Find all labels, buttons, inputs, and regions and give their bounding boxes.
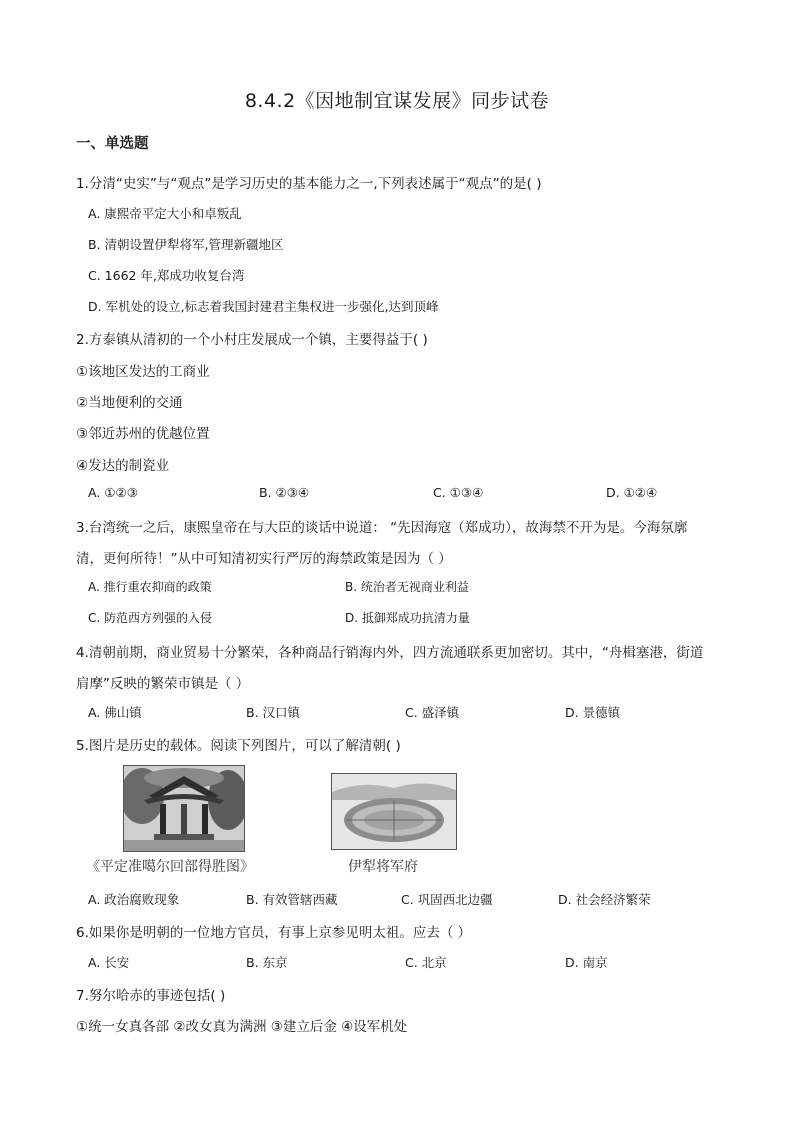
question-5-option-b: B. 有效管辖西藏 (246, 892, 338, 907)
question-2-item-4: ④发达的制瓷业 (76, 458, 170, 474)
question-2-option-d: D. ①②④ (606, 485, 658, 500)
pavilion-picture (123, 765, 245, 852)
question-1-option-a: A. 康熙帝平定大小和卓叛乱 (88, 206, 242, 221)
question-1-stem: 1.分清“史实”与“观点”是学习历史的基本能力之一,下列表述属于“观点”的是( ) (76, 176, 542, 192)
question-2-item-2: ②当地便利的交通 (76, 395, 183, 411)
question-4-stem-line-1: 4.清朝前期，商业贸易十分繁荣，各种商品行销海内外，四方流通联系更加密切。其中，“舟楫塞港，街道 (76, 645, 704, 661)
question-4-option-c: C. 盛泽镇 (405, 705, 460, 720)
ili-general-mansion-picture (331, 773, 457, 850)
question-4-stem-line-2: 肩摩”反映的繁荣市镇是（ ） (76, 676, 250, 692)
question-3-option-c: C. 防范西方列强的入侵 (88, 611, 213, 625)
picture-2-caption: 伊犁将军府 (348, 859, 418, 875)
question-4-option-a: A. 佛山镇 (88, 705, 142, 720)
question-1-option-c: C. 1662 年,郑成功收复台湾 (88, 268, 245, 283)
question-5-option-c: C. 巩固西北边疆 (401, 892, 493, 907)
question-3-option-d: D. 抵御郑成功抗清力量 (345, 611, 470, 625)
question-7-items: ①统一女真各部 ②改女真为满洲 ③建立后金 ④设军机处 (76, 1019, 408, 1035)
section-heading: 一、单选题 (76, 136, 149, 152)
question-6-option-b: B. 东京 (246, 955, 288, 970)
question-1-option-b: B. 清朝设置伊犁将军,管理新疆地区 (88, 237, 284, 252)
question-5-stem: 5.图片是历史的载体。阅读下列图片，可以了解清朝( ) (76, 738, 401, 754)
question-2-option-c: C. ①③④ (433, 485, 484, 500)
question-2-item-1: ①该地区发达的工商业 (76, 364, 210, 380)
question-4-option-d: D. 景德镇 (565, 705, 621, 720)
question-2-option-a: A. ①②③ (88, 485, 138, 500)
question-2-item-3: ③邻近苏州的优越位置 (76, 426, 210, 442)
question-3-stem-line-2: 清，更何所待！”从中可知清初实行严厉的海禁政策是因为（ ） (76, 551, 452, 567)
question-6-option-a: A. 长安 (88, 955, 130, 970)
question-6-stem: 6.如果你是明朝的一位地方官员，有事上京参见明太祖。应去（ ） (76, 925, 472, 941)
question-6-option-d: D. 南京 (565, 955, 608, 970)
question-6-option-c: C. 北京 (405, 955, 447, 970)
page-title: 8.4.2《因地制宜谋发展》同步试卷 (244, 90, 550, 112)
question-4-option-b: B. 汉口镇 (246, 705, 301, 720)
question-3-stem-line-1: 3.台湾统一之后，康熙皇帝在与大臣的谈话中说道： “先因海寇（郑成功），故海禁不开为是。今海氛廓 (76, 520, 688, 536)
question-5-option-a: A. 政治腐败现象 (88, 892, 180, 907)
picture-1-caption: 《平定准噶尔回部得胜图》 (86, 859, 254, 875)
question-5-option-d: D. 社会经济繁荣 (558, 892, 651, 907)
question-7-stem: 7.努尔哈赤的事迹包括( ) (76, 988, 226, 1004)
question-3-option-b: B. 统治者无视商业利益 (345, 580, 469, 594)
question-3-option-a: A. 推行重农抑商的政策 (88, 580, 212, 594)
question-1-option-d: D. 军机处的设立,标志着我国封建君主集权进一步强化,达到顶峰 (88, 299, 439, 314)
question-2-stem: 2.方泰镇从清初的一个小村庄发展成一个镇，主要得益于( ) (76, 332, 428, 348)
question-2-option-b: B. ②③④ (259, 485, 310, 500)
